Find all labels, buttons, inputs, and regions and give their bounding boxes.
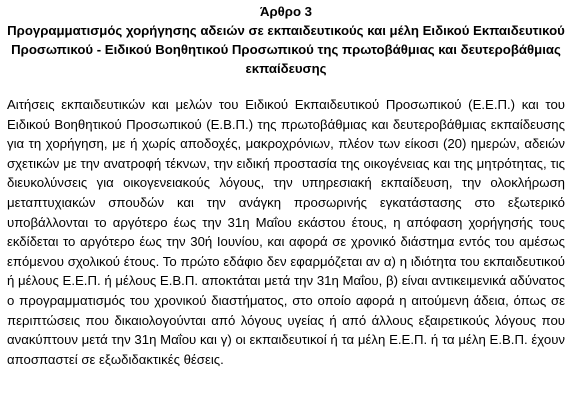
article-paragraph: Αιτήσεις εκπαιδευτικών και μελών του Ειδικού Εκπαιδευτικού Προσωπικού (Ε.Ε.Π.) και του Ειδικού Βοηθητικού Προσωπικού (Ε.Β.Π.) της πρωτοβάθμιας και δευτεροβάθμιας εκπαίδευσης για τη χορήγηση, με ή χωρίς αποδοχές, μακροχρόνιων, πλέον των είκοσι (20) ημερών, αδειών σχετικών με την ανατροφή τέκνων, την ειδική προστασία της οικογένειας και της μητρότητας, τις διευκολύνσεις για οικογενειακούς λόγους, την υπηρεσιακή εκπαίδευση, την ολοκλήρωση μεταπτυχιακών σπουδών και την ανάγκη προσωρινής εγκατάστασης στο εξωτερικό υποβάλλονται το αργότερο έως την 31η Μαΐου εκάστου έτους, η απόφαση χορήγησής τους εκδίδεται το αργότερο έως την 30ή Ιουνίου, και αφορά σε χρονικό διάστημα εντός του αμέσως επόμενου σχολικού έτους. Το πρώτο εδάφιο δεν εφαρμόζεται αν α) η ιδιότητα του εκπαιδευτικού ή μέλους Ε.Ε.Π. ή μέλους Ε.Β.Π. αποκτάται μετά την 31η Μαΐου, β) είναι αντικειμενικά αδύνατος ο προγραμματισμός του χρονικού διαστήματος, στο οποίο αφορά η αιτούμενη άδεια, όπως σε περιπτώσεις που δικαιολογούνται από λόγους υγείας ή από άλλους εξαιρετικούς λόγους που ανακύπτουν μετά την 31η Μαΐου και γ) οι εκπαιδευτικοί ή τα μέλη Ε.Ε.Π. ή τα μέλη Ε.Β.Π. έχουν αποσπαστεί σε εξωδιδακτικές θέσεις.	[7, 97, 565, 367]
article-title: Προγραμματισμός χορήγησης αδειών σε εκπαιδευτικούς και μέλη Ειδικού Εκπαιδευτικού Προσωπικού - Ειδικού Βοηθητικού Προσωπικού της πρωτοβάθμιας και δευτεροβάθμιας εκπαίδευσης	[7, 23, 565, 76]
article-number: Άρθρο 3	[259, 4, 313, 19]
